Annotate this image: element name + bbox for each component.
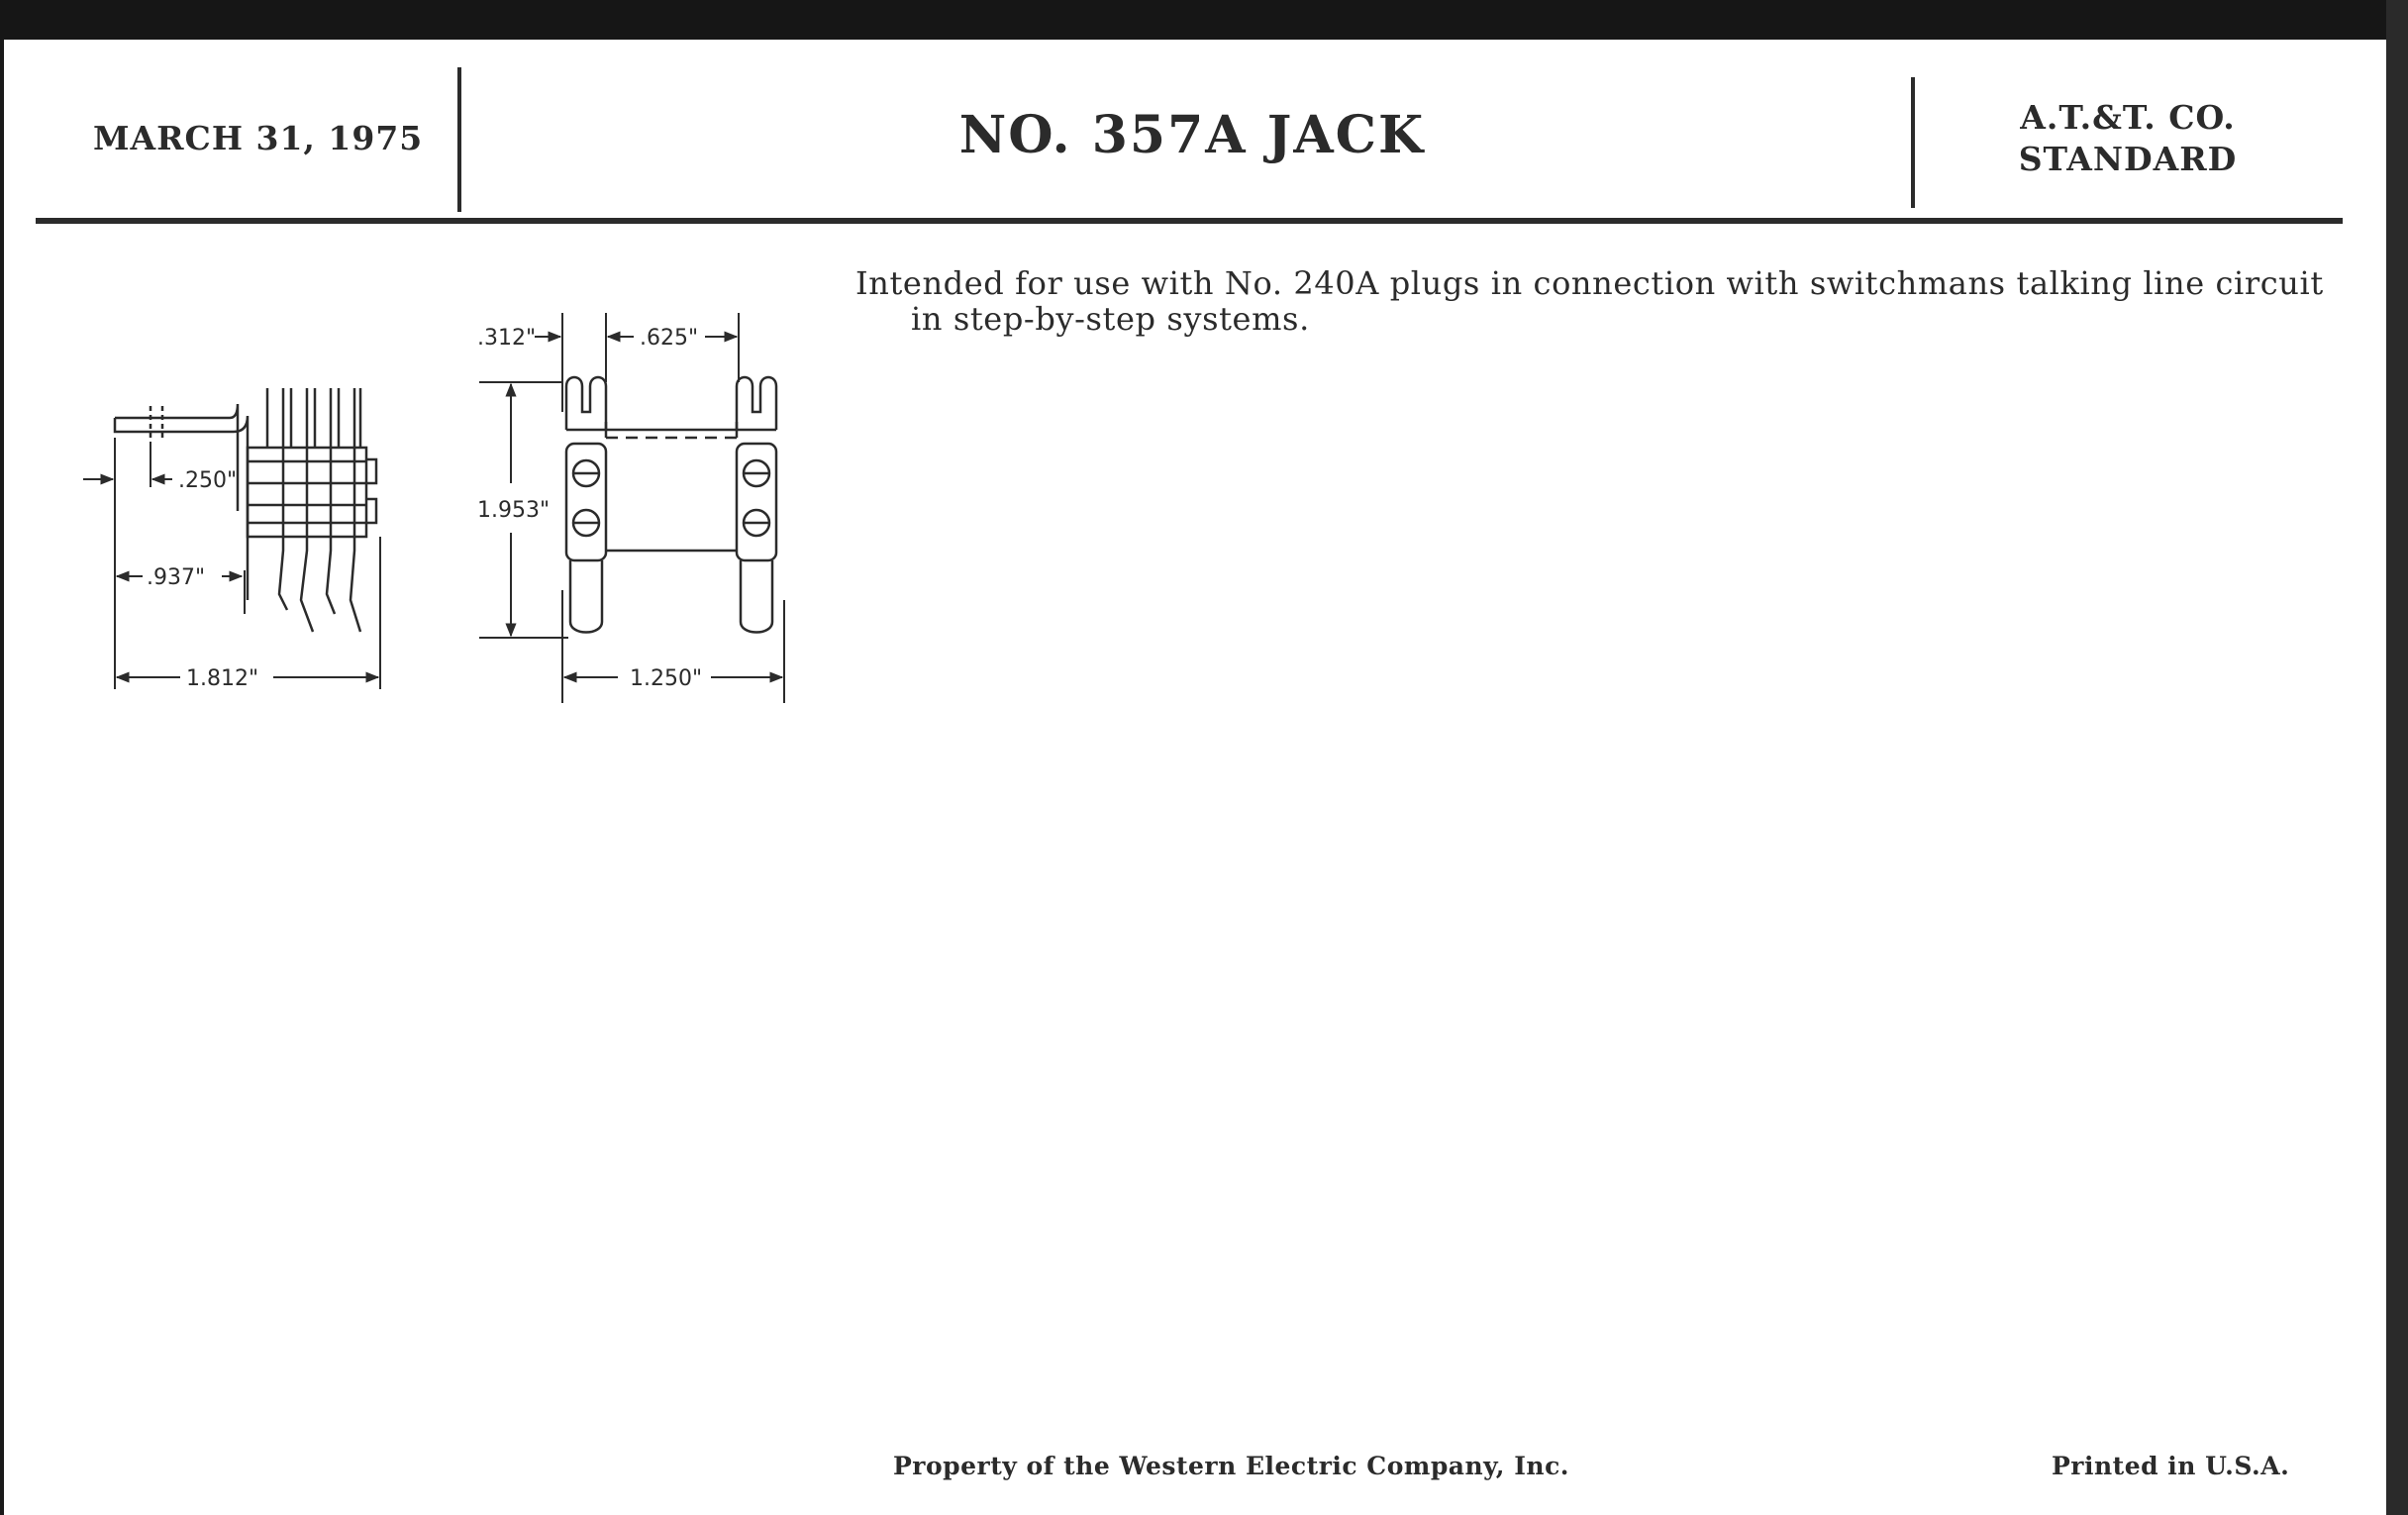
header-divider-left: [457, 67, 461, 212]
spec-card: [4, 40, 2386, 1515]
dim-625: .625": [640, 326, 699, 351]
scan-border-right: [2386, 0, 2408, 1515]
dim-250: .250": [178, 468, 238, 493]
dim-1250: 1.250": [630, 666, 703, 691]
jack-drawing: [63, 263, 816, 719]
standard-company: A.T.&T. CO.: [2020, 98, 2236, 137]
footer-printed: Printed in U.S.A.: [2052, 1452, 2290, 1480]
description: [855, 265, 2341, 337]
front-view: [566, 377, 776, 633]
standard-label: STANDARD: [2018, 140, 2238, 178]
standard-block: [1925, 97, 2331, 180]
scan-border-top: [0, 0, 2408, 40]
description-text: Intended for use with No. 240A plugs in connection with switchmans talking line circuit in step-by-step systems.: [855, 264, 2324, 338]
issue-date: MARCH 31, 1975: [93, 119, 424, 157]
header-divider-right: [1911, 77, 1915, 208]
dim-1812: 1.812": [186, 666, 259, 691]
header-rule: [36, 218, 2343, 224]
dim-312: .312": [477, 326, 537, 351]
dim-937: .937": [147, 565, 206, 590]
footer-property: Property of the Western Electric Company, Inc.: [893, 1452, 1570, 1480]
page-title: NO. 357A JACK: [958, 105, 1426, 165]
dim-1953: 1.953": [477, 498, 551, 523]
